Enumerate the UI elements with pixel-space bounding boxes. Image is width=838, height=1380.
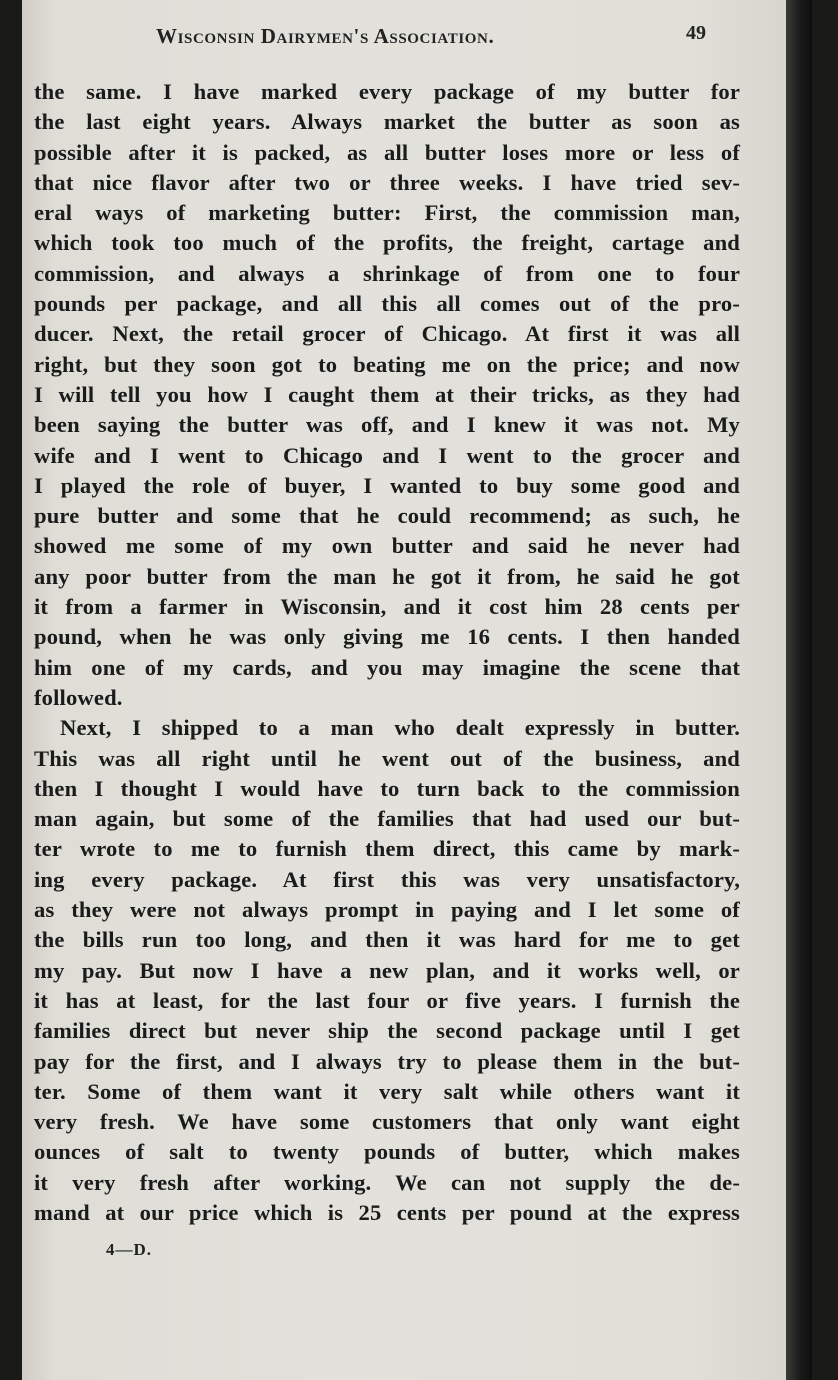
text-line: it very fresh after working. We can not supply the de- <box>34 1169 740 1195</box>
text-line: wife and I went to Chicago and I went to the grocer and <box>34 442 740 468</box>
text-line: the last eight years. Always market the butter as soon as <box>34 109 740 135</box>
text-line: ducer. Next, the retail grocer of Chicago. At first it was all <box>34 321 740 347</box>
text-line: man again, but some of the families that had used our but- <box>34 806 740 832</box>
text-line: the bills run too long, and then it was hard for me to get <box>34 927 740 953</box>
text-line: This was all right until he went out of the business, and <box>34 745 740 771</box>
text-line: I will tell you how I caught them at their tricks, as they had <box>34 381 740 407</box>
text-line: ing every package. At first this was very unsatisfactory, <box>34 866 740 892</box>
text-line: him one of my cards, and you may imagine the scene that <box>34 654 740 680</box>
text-line: it from a farmer in Wisconsin, and it cost him 28 cents per <box>34 594 740 620</box>
text-line: ter wrote to me to furnish them direct, this came by mark- <box>34 836 740 862</box>
text-line: I played the role of buyer, I wanted to buy some good and <box>34 472 740 498</box>
text-line: very fresh. We have some customers that only want eight <box>34 1109 740 1135</box>
text-line: Next, I shipped to a man who dealt expressly in butter. <box>60 715 740 741</box>
text-line: ter. Some of them want it very salt while others want it <box>34 1078 740 1104</box>
text-line: as they were not always prompt in paying and I let some of <box>34 897 740 923</box>
text-line: commission, and always a shrinkage of from one to four <box>34 260 740 286</box>
text-line: families direct but never ship the second package until I get <box>34 1018 740 1044</box>
text-line: pure butter and some that he could recommend; as such, he <box>34 503 740 529</box>
text-line: pay for the first, and I always try to please them in the but- <box>34 1048 740 1074</box>
text-line: showed me some of my own butter and said he never had <box>34 533 740 559</box>
text-line: which took too much of the profits, the freight, cartage and <box>34 230 740 256</box>
text-line: mand at our price which is 25 cents per pound at the express <box>34 1199 740 1225</box>
text-line: been saying the butter was off, and I knew it was not. My <box>34 412 740 438</box>
body-text <box>34 77 740 1228</box>
text-line: pounds per package, and all this all comes out of the pro- <box>34 291 740 317</box>
text-line: eral ways of marketing butter: First, the commission man, <box>34 200 740 226</box>
text-line: pound, when he was only giving me 16 cents. I then handed <box>34 624 740 650</box>
page-header <box>22 22 812 52</box>
text-line: right, but they soon got to beating me on the price; and now <box>34 351 740 377</box>
text-line: my pay. But now I have a new plan, and it works well, or <box>34 957 740 983</box>
page-edge-shadow <box>786 0 812 1380</box>
book-page <box>22 0 812 1380</box>
paragraph <box>34 77 740 713</box>
text-line: that nice flavor after two or three weeks. I have tried sev- <box>34 169 740 195</box>
text-line: then I thought I would have to turn back to the commission <box>34 775 740 801</box>
text-line: any poor butter from the man he got it from, he said he got <box>34 563 740 589</box>
text-line: it has at least, for the last four or five years. I furnish the <box>34 987 740 1013</box>
text-line: possible after it is packed, as all butter loses more or less of <box>34 139 740 165</box>
paragraph <box>34 713 740 1228</box>
running-title: Wisconsin Dairymen's Association. <box>156 24 495 48</box>
text-line: the same. I have marked every package of my butter for <box>34 79 740 104</box>
text-line: ounces of salt to twenty pounds of butter, which makes <box>34 1139 740 1165</box>
signature-mark: 4—D. <box>106 1240 153 1259</box>
page-number: 49 <box>686 22 706 44</box>
text-line: followed. <box>34 684 123 710</box>
